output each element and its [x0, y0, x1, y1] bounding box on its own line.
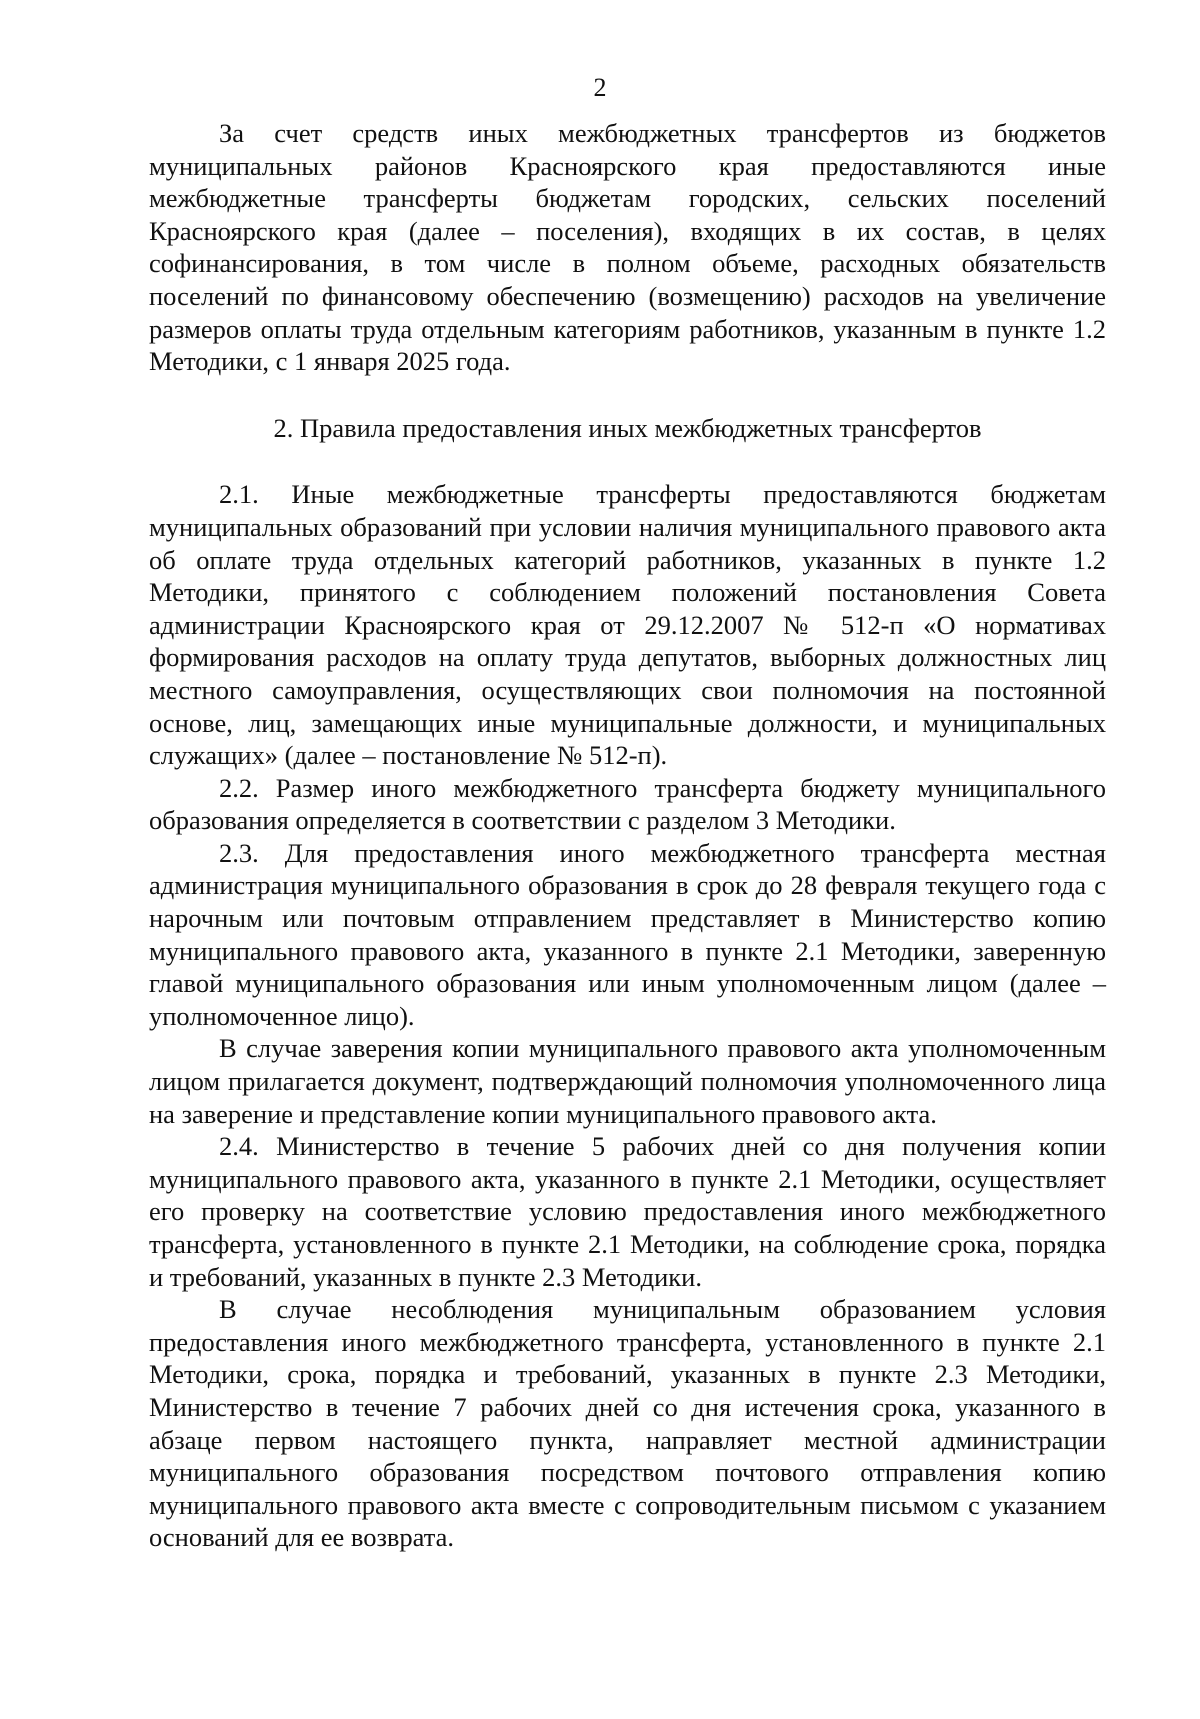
page-number: 2: [593, 73, 607, 102]
document-body: [149, 117, 1106, 1554]
paragraph-2-2: 2.2. Размер иного межбюджетного трансферта бюджету муниципального образования определяется в соответствии с разделом 3 Методики.: [149, 772, 1106, 836]
section-heading: 2. Правила предоставления иных межбюджетных трансфертов: [273, 412, 982, 443]
paragraph-2-4: 2.4. Министерство в течение 5 рабочих дней со дня получения копии муниципального правового акта, указанного в пункте 2.1 Методики, осуществляет его проверку на соответствие условию предоставления иного межбюджетного трансферта, установленного в пункте 2.1 Методики, на соблюдение срока, порядка и требований, указанных в пункте 2.3 Методики.: [149, 1131, 1106, 1292]
paragraph-2-4-noncompliance: В случае несоблюдения муниципальным образованием условия предоставления иного межбюджетного трансферта, установленного в пункте 2.1 Методики, срока, порядка и требований, указанных в пункте 2.3 Методики, Министерство в течение 7 рабочих дней со дня истечения срока, указанного в абзаце первом настоящего пункта, направляет местной администрации муниципального образования посредством почтового отправления копию муниципального правового акта вместе с сопроводительным письмом с указанием оснований для ее возврата.: [149, 1294, 1106, 1553]
paragraph-2-3: 2.3. Для предоставления иного межбюджетного трансферта местная администрация муниципального образования в срок до 28 февраля текущего года с нарочным или почтовым отправлением представляет в Министерство копию муниципального правового акта, указанного в пункте 2.1 Методики, заверенную главой муниципального образования или иным уполномоченным лицом (далее – уполномоченное лицо).: [149, 837, 1106, 1031]
paragraph-2-1: 2.1. Иные межбюджетные трансферты предоставляются бюджетам муниципальных образований при условии наличия муниципального правового акта об оплате труда отдельных категорий работников, указанных в пункте 1.2 Методики, принятого с соблюдением положений постановления Совета администрации Красноярского края от 29.12.2007 № 512-п «О нормативах формирования расходов на оплату труда депутатов, выборных должностных лиц местного самоуправления, осуществляющих свои полномочия на постоянной основе, лиц, замещающих иные муниципальные должности, и муниципальных служащих» (далее – постановление № 512-п).: [149, 479, 1106, 771]
paragraph-2-3-certification: В случае заверения копии муниципального правового акта уполномоченным лицом прилагается документ, подтверждающий полномочия уполномоченного лица на заверение и представление копии муниципального правового акта.: [149, 1033, 1106, 1129]
intro-paragraph: За счет средств иных межбюджетных трансфертов из бюджетов муниципальных районов Красноярского края предоставляются иные межбюджетные трансферты бюджетам городских, сельских поселений Красноярского края (далее – поселения), входящих в их состав, в целях софинансирования, в том числе в полном объеме, расходных обязательств поселений по финансовому обеспечению (возмещению) расходов на увеличение размеров оплаты труда отдельным категориям работников, указанным в пункте 1.2 Методики, с 1 января 2025 года.: [149, 118, 1106, 377]
